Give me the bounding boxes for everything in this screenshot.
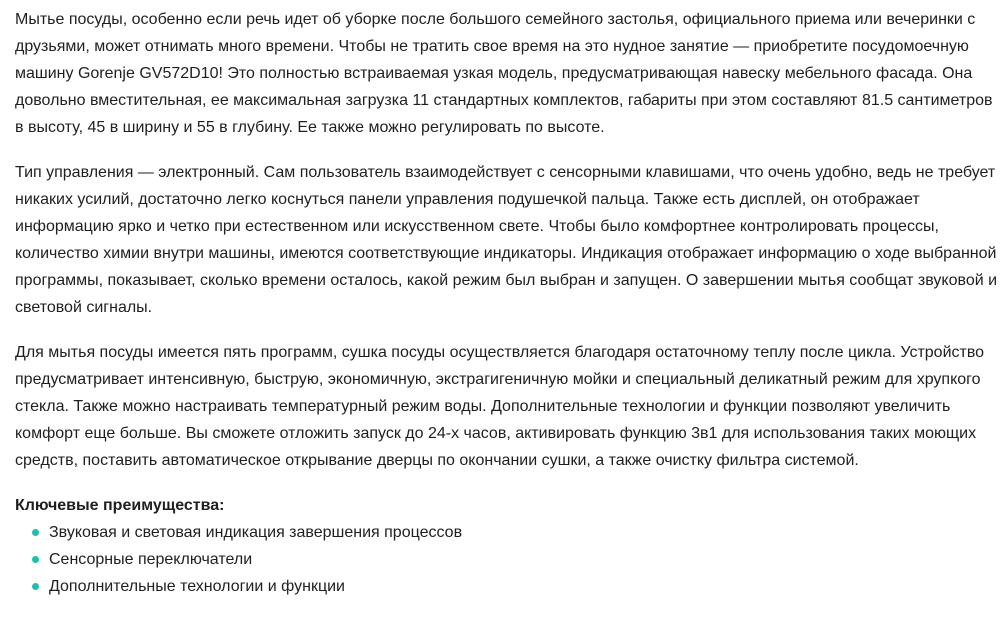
- benefit-text: Звуковая и световая индикация завершения процессов: [49, 524, 463, 541]
- benefits-title: Ключевые преимущества:: [15, 497, 225, 514]
- description-paragraph-2: Тип управления — электронный. Сам пользователь взаимодействует с сенсорными клавишами, что очень удобно, ведь не требует никаких усилий, достаточно легко коснуться панели управления подушечкой пальца. Также есть дисплей, он отображает информацию ярко и четко при естественном или искусственном свете. Чтобы было комфортнее контролировать процессы, количество химии внутри машины, имеются соответствующие индикаторы. Индикация отображает информацию о ходе выбранной программы, показывает, сколько времени осталось, какой режим был выбран и запущен. О завершении мытья сообщат звуковой и световой сигналы.: [15, 164, 998, 316]
- benefits-list-item: [49, 573, 998, 600]
- benefits-list-item: [49, 519, 998, 546]
- description-paragraph-3: Для мытья посуды имеется пять программ, сушка посуды осуществляется благодаря остаточному теплу после цикла. Устройство предусматривает интенсивную, быструю, экономичную, экстрагигеничную мойки и специальный деликатный режим для хрупкого стекла. Также можно настраивать температурный режим воды. Дополнительные технологии и функции позволяют увеличить комфорт еще больше. Вы сможете отложить запуск до 24-х часов, активировать функцию 3в1 для использования таких моющих средств, поставить автоматическое открывание дверцы по окончании сушки, а также очистку фильтра системой.: [15, 344, 985, 469]
- benefits-list: [15, 519, 998, 600]
- benefits-list-item: [49, 546, 998, 573]
- benefit-text: Дополнительные технологии и функции: [49, 578, 345, 595]
- bullet-dot-icon: [32, 583, 39, 590]
- benefit-text: Сенсорные переключатели: [49, 551, 253, 568]
- description-paragraph-1: Мытье посуды, особенно если речь идет об уборке после большого семейного застолья, официального приема или вечеринки с друзьями, может отнимать много времени. Чтобы не тратить свое время на это нудное занятие — приобретите посудомоечную машину Gorenje GV572D10! Это полностью встраиваемая узкая модель, предусматривающая навеску мебельного фасада. Она довольно вместительная, ее максимальная загрузка 11 стандартных комплектов, габариты при этом составляют 81.5 сантиметров в высоту, 45 в ширину и 55 в глубину. Ее также можно регулировать по высоте.: [15, 11, 993, 136]
- bullet-dot-icon: [32, 529, 39, 536]
- bullet-dot-icon: [32, 556, 39, 563]
